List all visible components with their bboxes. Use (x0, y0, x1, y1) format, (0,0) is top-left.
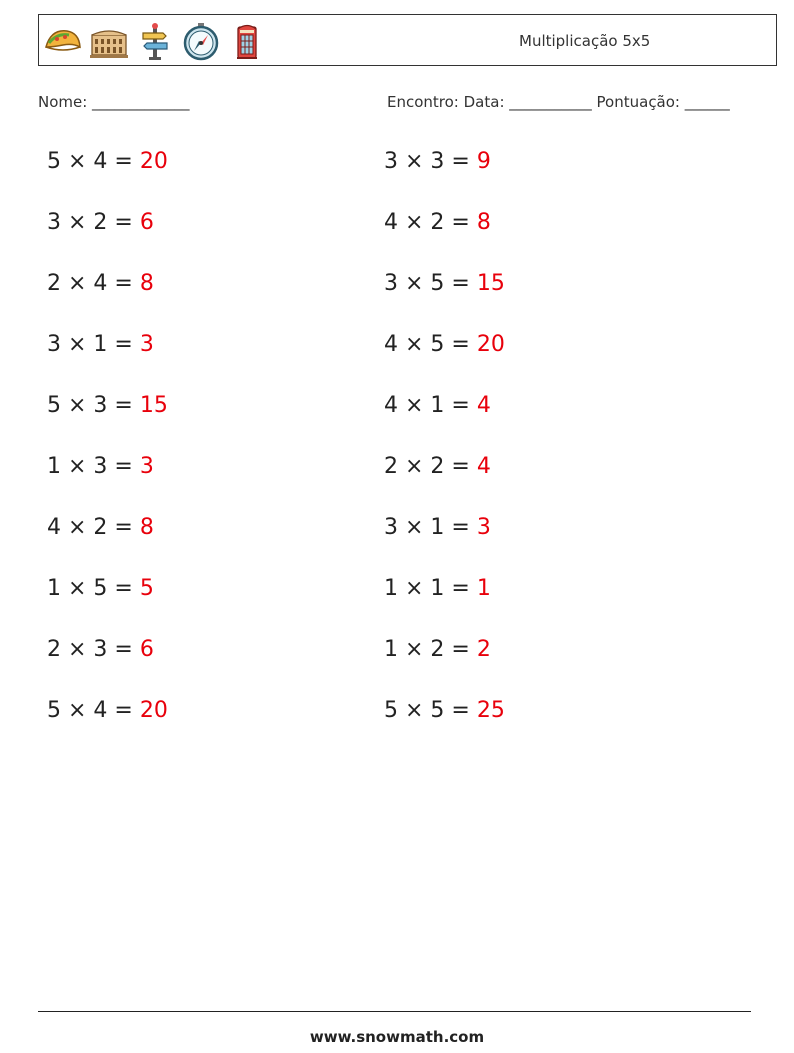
problem-right-9 (384, 636, 491, 664)
problem-answer: 1 (476, 576, 491, 601)
problem-answer: 25 (476, 698, 505, 723)
problem-answer: 4 (476, 454, 491, 479)
worksheet-header (38, 14, 777, 66)
problem-right-1 (384, 148, 491, 176)
name-field-label: Nome: _____________ (38, 93, 190, 111)
problem-expression: 1 × 5 = (47, 576, 140, 601)
problem-expression: 1 × 3 = (47, 454, 140, 479)
problem-answer: 20 (139, 149, 168, 174)
problem-expression: 5 × 4 = (47, 149, 140, 174)
footer-divider (38, 1011, 751, 1012)
problem-answer: 6 (139, 637, 154, 662)
problem-answer: 8 (139, 271, 154, 296)
problem-right-10 (384, 697, 505, 725)
problem-expression: 5 × 5 = (384, 698, 477, 723)
problem-expression: 2 × 4 = (47, 271, 140, 296)
problem-expression: 3 × 3 = (384, 149, 477, 174)
problem-answer: 20 (139, 698, 168, 723)
problem-expression: 3 × 1 = (47, 332, 140, 357)
problem-expression: 3 × 2 = (47, 210, 140, 235)
problem-answer: 8 (476, 210, 491, 235)
problem-answer: 3 (139, 454, 154, 479)
problem-answer: 2 (476, 637, 491, 662)
header-icons (43, 19, 267, 63)
taco-icon (43, 21, 83, 61)
problem-left-8 (47, 575, 154, 603)
problem-expression: 4 × 2 = (47, 515, 140, 540)
problem-expression: 3 × 1 = (384, 515, 477, 540)
problem-right-6 (384, 453, 491, 481)
problem-left-10 (47, 697, 168, 725)
problem-right-7 (384, 514, 491, 542)
problem-right-3 (384, 270, 505, 298)
problem-left-5 (47, 392, 168, 420)
worksheet-title: Multiplicação 5x5 (519, 32, 651, 50)
problem-right-8 (384, 575, 491, 603)
problem-expression: 2 × 2 = (384, 454, 477, 479)
problem-answer: 3 (139, 332, 154, 357)
phone-booth-icon (227, 21, 267, 61)
problem-answer: 4 (476, 393, 491, 418)
problem-expression: 2 × 3 = (47, 637, 140, 662)
signpost-icon (135, 21, 175, 61)
problem-left-7 (47, 514, 154, 542)
footer-url: www.snowmath.com (309, 1028, 485, 1046)
date-score-label: Encontro: Data: ___________ Pontuação: ______ (387, 93, 730, 111)
problem-left-6 (47, 453, 154, 481)
problem-right-5 (384, 392, 491, 420)
problem-answer: 15 (139, 393, 168, 418)
problem-answer: 8 (139, 515, 154, 540)
problem-right-2 (384, 209, 491, 237)
colosseum-icon (89, 21, 129, 61)
problem-answer: 3 (476, 515, 491, 540)
problem-expression: 4 × 2 = (384, 210, 477, 235)
problem-expression: 1 × 2 = (384, 637, 477, 662)
problem-left-2 (47, 209, 154, 237)
problem-answer: 6 (139, 210, 154, 235)
problem-expression: 4 × 1 = (384, 393, 477, 418)
problem-left-9 (47, 636, 154, 664)
problem-answer: 15 (476, 271, 505, 296)
problem-right-4 (384, 331, 505, 359)
problem-left-4 (47, 331, 154, 359)
problem-expression: 5 × 4 = (47, 698, 140, 723)
problem-expression: 4 × 5 = (384, 332, 477, 357)
problem-expression: 1 × 1 = (384, 576, 477, 601)
problem-answer: 5 (139, 576, 154, 601)
problem-left-3 (47, 270, 154, 298)
problem-answer: 9 (476, 149, 491, 174)
compass-icon (181, 21, 221, 61)
problem-expression: 5 × 3 = (47, 393, 140, 418)
problem-answer: 20 (476, 332, 505, 357)
problem-left-1 (47, 148, 168, 176)
problem-expression: 3 × 5 = (384, 271, 477, 296)
